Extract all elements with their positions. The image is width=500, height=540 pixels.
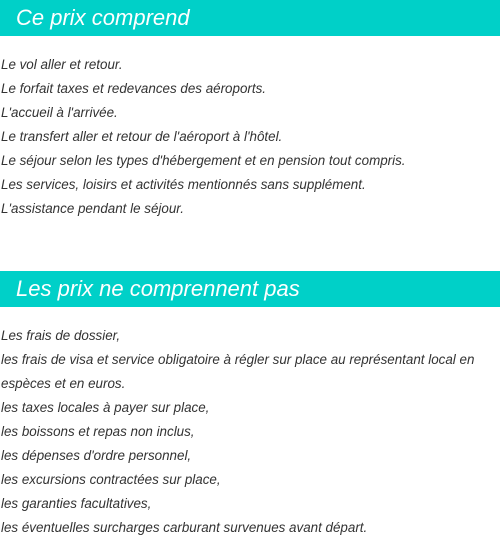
list-item: Le vol aller et retour. [1,57,123,72]
list-item: les dépenses d'ordre personnel, [1,448,192,463]
list-item: les éventuelles surcharges carburant survenues avant départ. [1,520,368,535]
list-item: Les services, loisirs et activités mentionnés sans supplément. [1,177,366,192]
list-item: Le forfait taxes et redevances des aéroports. [1,81,266,96]
list-item: les garanties facultatives, [1,496,152,511]
list-item: Le transfert aller et retour de l'aéroport à l'hôtel. [1,129,283,144]
list-item: L'assistance pendant le séjour. [1,201,184,216]
list-item: les frais de visa et service obligatoire à régler sur place au représentant local en espèces et en euros. [1,352,475,391]
section-title-price-excludes: Les prix ne comprennent pas [0,271,500,307]
list-item: les boissons et repas non inclus, [1,424,195,439]
list-item: les excursions contractées sur place, [1,472,221,487]
section-title-price-includes: Ce prix comprend [0,0,500,36]
list-item: L'accueil à l'arrivée. [1,105,118,120]
price-includes-list [0,53,500,221]
list-item: Les frais de dossier, [1,328,121,343]
list-item: les taxes locales à payer sur place, [1,400,210,415]
list-item: Le séjour selon les types d'hébergement et en pension tout compris. [1,153,406,168]
price-excludes-list [0,324,500,540]
